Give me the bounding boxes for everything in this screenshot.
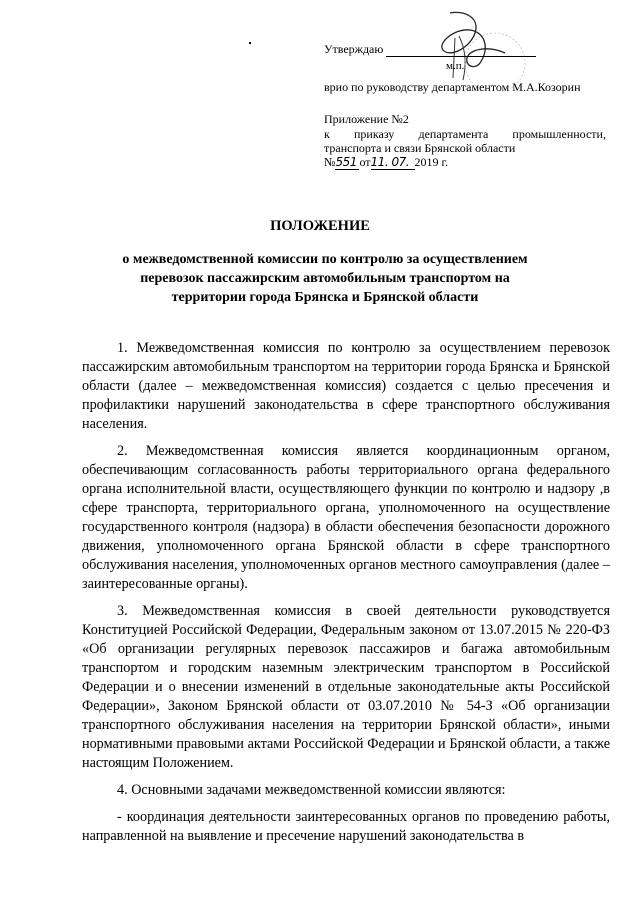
order-word: департамента	[418, 127, 489, 141]
order-date: 11. 07.	[371, 155, 415, 170]
order-from-label: от	[359, 155, 371, 169]
order-number-date	[324, 155, 448, 170]
appendix-label: Приложение №2	[324, 112, 409, 126]
paragraph: 2. Межведомственная комиссия является координационным органом, обеспечивающим согласованность работы территориального органа федерального органа исполнительной власти, осуществляющего функции по контролю и надзору ,в сфере транспорта, территориального органа, уполномоченного на осуществление государственного контроля (надзора) в области обеспечения безопасности дорожного движения, уполномоченного органа Брянской области в сфере транспортного обслуживания населения, уполномоченных органов местного самоуправления (далее – заинтересованные органы).	[82, 443, 610, 592]
approve-label: Утверждаю	[324, 42, 384, 56]
document-title: ПОЛОЖЕНИЕ	[270, 218, 370, 234]
order-word: промышленности,	[512, 127, 606, 141]
paragraph: 3. Межведомственная комиссия в своей деятельности руководствуется Конституцией Российской Федерации, Федеральным законом от 13.07.2015 № 220-ФЗ «Об организации регулярных перевозок пассажиров и багажа автомобильным транспортом и городским наземным электрическим транспортом в Российской Федерации и о внесении изменений в отдельные законодательные акты Российской Федерации», Законом Брянской области от 03.07.2010 № 54-З «Об организации транспортного обслуживания населения на территории Брянской области», иными нормативными правовыми актами Российской Федерации и Брянской области, а также настоящим Положением.	[82, 603, 610, 771]
document-body	[82, 339, 610, 854]
paragraph: 1. Межведомственная комиссия по контролю за осуществлением перевозок пассажирским автомобильным транспортом на территории города Брянска и Брянской области (далее – межведомственная комиссия) создается с целью пресечения и профилактики нарушений законодательства в сфере транспортного обслуживания населения.	[82, 340, 610, 432]
document-subtitle: о межведомственной комиссии по контролю за осуществлением перевозок пассажирским автомобильным транспортом на территории города Брянска и Брянской области	[122, 252, 528, 305]
approve-line	[324, 42, 536, 57]
paragraph: - координация деятельности заинтересованных органов по проведению работы, направленной на выявление и пресечение нарушений законодательства в	[82, 809, 610, 844]
order-word: приказу	[354, 127, 395, 141]
order-line-1	[324, 127, 606, 141]
order-number-prefix: №	[324, 155, 336, 169]
seal-place-label: м.п.	[446, 60, 465, 72]
scan-speck	[249, 42, 251, 44]
order-year: 2019 г.	[414, 155, 449, 169]
approver-role: врио по руководству департаментом М.А.Козорин	[324, 80, 581, 94]
order-line-2: транспорта и связи Брянской области	[324, 141, 516, 155]
order-word: к	[324, 127, 330, 141]
signature-line	[386, 42, 536, 57]
order-number: 551	[335, 155, 359, 170]
paragraph: 4. Основными задачами межведомственной комиссии являются:	[117, 782, 506, 798]
